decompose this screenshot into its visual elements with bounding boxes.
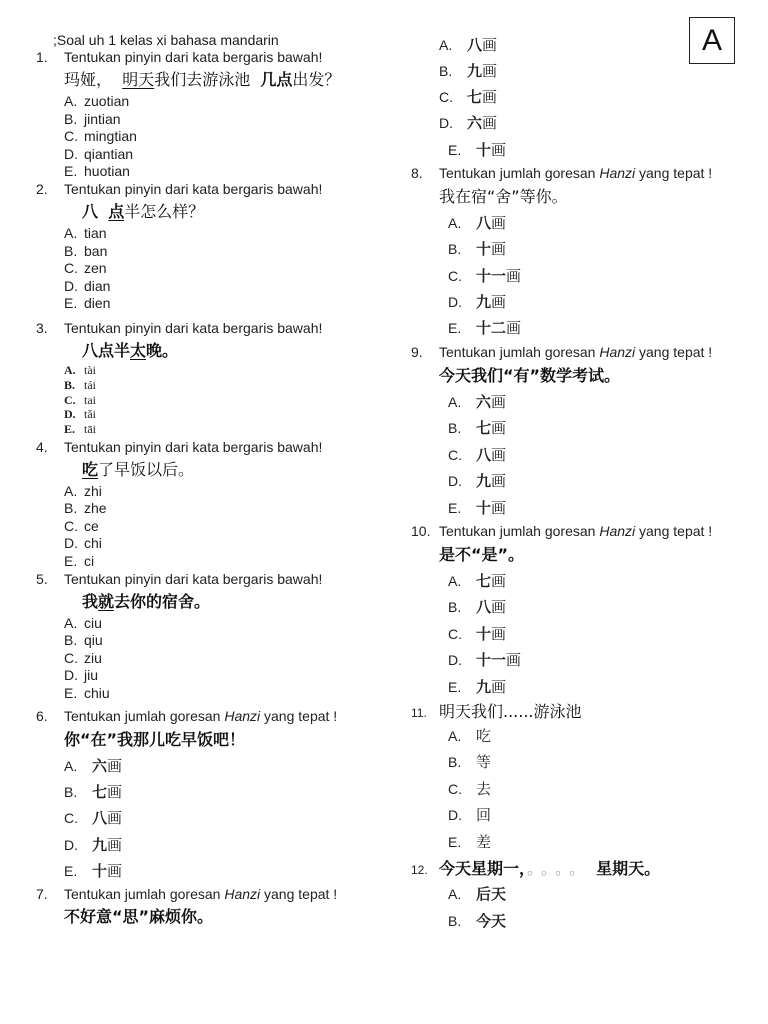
option-c[interactable]: C. 去 xyxy=(448,780,492,798)
option-d[interactable]: D. 六画 xyxy=(439,114,498,132)
question-sentence: 吃了早饭以后。 xyxy=(82,460,195,479)
version-label-box xyxy=(689,17,735,64)
option-c[interactable]: C. ce xyxy=(64,518,99,534)
option-a[interactable]: A. 六画 xyxy=(64,757,123,775)
question-sentence: 八点半太晚。 xyxy=(82,341,179,360)
question-number: 8. xyxy=(411,165,423,181)
question-number: 6. xyxy=(36,708,48,724)
option-a[interactable]: A. 八画 xyxy=(448,214,507,232)
option-a[interactable]: A. ciu xyxy=(64,615,102,631)
option-a[interactable]: A. tài xyxy=(64,363,96,377)
question-instruction: Tentukan pinyin dari kata bergaris bawah! xyxy=(64,439,323,455)
option-b[interactable]: B. 等 xyxy=(448,753,492,771)
blank-placeholder: 。。。。 xyxy=(527,859,592,878)
option-b[interactable]: B. ban xyxy=(64,243,108,259)
question-number: 3. xyxy=(36,320,48,336)
option-e[interactable]: E. ci xyxy=(64,553,95,569)
question-number: 4. xyxy=(36,439,48,455)
option-d[interactable]: D. 十一画 xyxy=(448,651,522,669)
underlined-word: 吃 xyxy=(82,460,99,479)
option-a[interactable]: A. 吃 xyxy=(448,727,492,745)
question-number: 10. xyxy=(411,523,431,539)
question-sentence: 玛娅， 明天我们去游泳池 几点出发？ xyxy=(64,70,341,89)
option-a[interactable]: A. zhi xyxy=(64,483,102,499)
underlined-word: 就 xyxy=(98,592,115,611)
option-b[interactable]: B. tái xyxy=(64,378,96,392)
question-instruction: Tentukan jumlah goresan Hanzi yang tepat ! xyxy=(64,886,338,902)
underlined-word: 太 xyxy=(130,341,147,360)
option-b[interactable]: B. 九画 xyxy=(439,62,498,80)
option-b[interactable]: B. qiu xyxy=(64,632,103,648)
option-c[interactable]: C. zen xyxy=(64,260,107,276)
option-e[interactable]: E. 差 xyxy=(448,833,492,851)
option-e[interactable]: E. tāi xyxy=(64,422,96,436)
option-d[interactable]: D. 九画 xyxy=(448,472,507,490)
option-d[interactable]: D. jiu xyxy=(64,667,99,683)
question-sentence: 你“在”我那儿吃早饭吧！ xyxy=(64,730,246,749)
option-b[interactable]: B. 今天 xyxy=(448,912,507,930)
option-b[interactable]: B. jintian xyxy=(64,111,121,127)
question-number: 2. xyxy=(36,181,48,197)
question-instruction: Tentukan pinyin dari kata bergaris bawah! xyxy=(64,181,323,197)
question-number: 9. xyxy=(411,344,423,360)
question-instruction: Tentukan pinyin dari kata bergaris bawah! xyxy=(64,571,323,587)
question-instruction: Tentukan jumlah goresan Hanzi yang tepat ! xyxy=(64,708,338,724)
option-d[interactable]: D. tăi xyxy=(64,407,96,421)
question-sentence: 我在宿“舍”等你。 xyxy=(439,187,568,206)
option-b[interactable]: B. 八画 xyxy=(448,598,507,616)
option-a[interactable]: A. tian xyxy=(64,225,107,241)
option-b[interactable]: B. 七画 xyxy=(448,419,507,437)
question-sentence: 明天我们......游泳池 xyxy=(439,702,582,721)
option-c[interactable]: C. 八画 xyxy=(448,446,507,464)
question-sentence: 是不“是”。 xyxy=(439,545,525,564)
option-b[interactable]: B. 七画 xyxy=(64,783,123,801)
option-e[interactable]: E. chiu xyxy=(64,685,110,701)
question-number: 1. xyxy=(36,49,48,65)
option-c[interactable]: C. ziu xyxy=(64,650,102,666)
option-c[interactable]: C. 八画 xyxy=(64,809,123,827)
question-sentence: 八 点半怎么样？ xyxy=(82,202,205,221)
option-a[interactable]: A. 六画 xyxy=(448,393,507,411)
option-d[interactable]: D. chi xyxy=(64,535,102,551)
option-c[interactable]: C. 七画 xyxy=(439,88,498,106)
option-c[interactable]: C. mingtian xyxy=(64,128,137,144)
option-d[interactable]: D. dian xyxy=(64,278,111,294)
question-instruction: Tentukan jumlah goresan Hanzi yang tepat ! xyxy=(439,344,713,360)
question-number: 5. xyxy=(36,571,48,587)
option-e[interactable]: E. 十画 xyxy=(64,862,123,880)
option-c[interactable]: C. 十画 xyxy=(448,625,507,643)
question-number: 12. xyxy=(411,863,428,877)
underlined-word: 点 xyxy=(108,202,125,221)
option-b[interactable]: B. zhe xyxy=(64,500,107,516)
question-instruction: Tentukan pinyin dari kata bergaris bawah! xyxy=(64,320,323,336)
question-instruction: Tentukan jumlah goresan Hanzi yang tepat ! xyxy=(439,165,713,181)
question-sentence: 我就去你的宿舍。 xyxy=(82,592,211,611)
option-a[interactable]: A. zuotian xyxy=(64,93,130,109)
option-e[interactable]: E. dien xyxy=(64,295,111,311)
option-d[interactable]: D. 九画 xyxy=(448,293,507,311)
option-a[interactable]: A. 七画 xyxy=(448,572,507,590)
question-number: 11. xyxy=(411,706,427,720)
option-e[interactable]: E. huotian xyxy=(64,163,130,179)
option-c[interactable]: C. 十一画 xyxy=(448,267,522,285)
option-a[interactable]: A. 八画 xyxy=(439,36,498,54)
question-number: 7. xyxy=(36,886,48,902)
option-b[interactable]: B. 十画 xyxy=(448,240,507,258)
exam-title: ;Soal uh 1 kelas xi bahasa mandarin xyxy=(53,32,279,48)
question-instruction: Tentukan jumlah goresan Hanzi yang tepat ! xyxy=(439,523,713,539)
option-e[interactable]: E. 十画 xyxy=(448,141,507,159)
option-a[interactable]: A. 后天 xyxy=(448,885,507,903)
option-e[interactable]: E. 十二画 xyxy=(448,319,522,337)
question-sentence: 今天我们“有”数学考试。 xyxy=(439,366,621,385)
option-e[interactable]: E. 十画 xyxy=(448,499,507,517)
question-sentence: 不好意“思”麻烦你。 xyxy=(64,907,214,926)
underlined-word: 明天 xyxy=(122,70,155,89)
question-sentence: 今天星期一，。。。。 星期天。 xyxy=(439,859,661,878)
option-d[interactable]: D. qiantian xyxy=(64,146,134,162)
version-label: A xyxy=(701,23,722,57)
option-e[interactable]: E. 九画 xyxy=(448,678,507,696)
question-instruction: Tentukan pinyin dari kata bergaris bawah! xyxy=(64,49,323,65)
option-d[interactable]: D. 回 xyxy=(448,806,492,824)
option-c[interactable]: C. tai xyxy=(64,393,96,407)
option-d[interactable]: D. 九画 xyxy=(64,836,123,854)
